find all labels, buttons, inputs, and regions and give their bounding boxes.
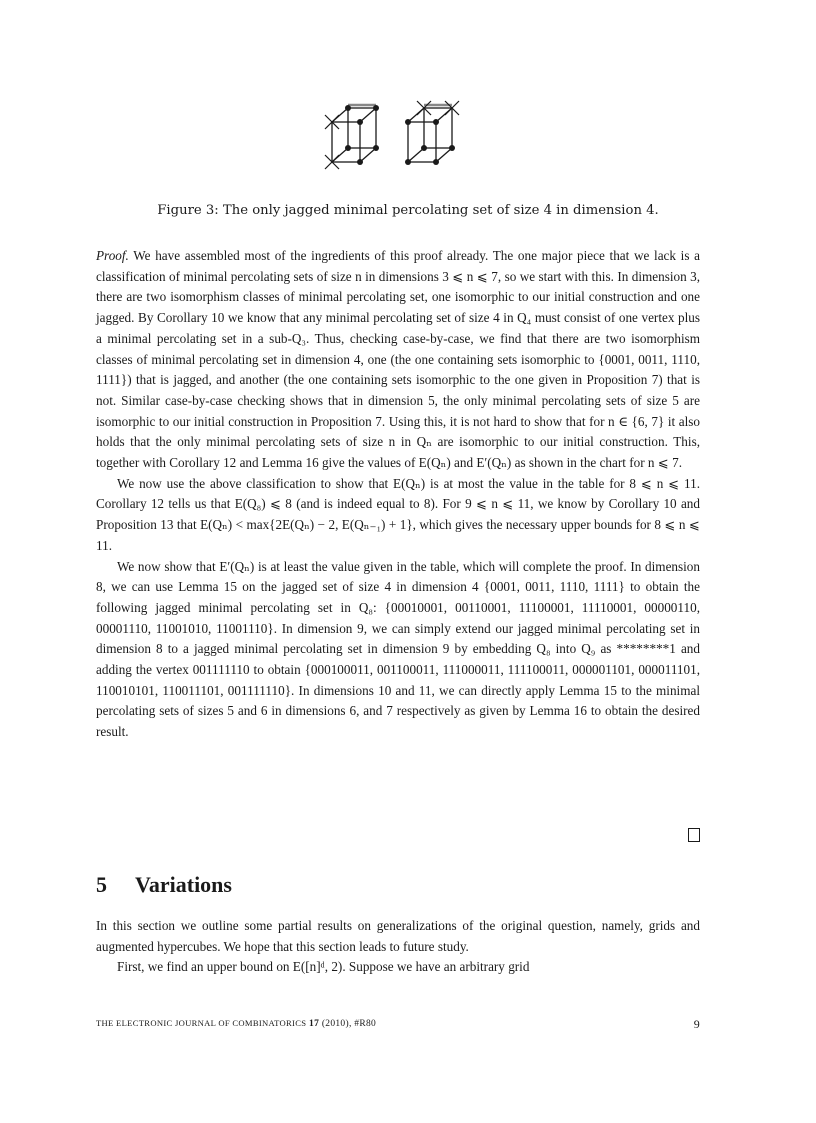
section-number: 5 (96, 872, 107, 897)
section-heading (96, 872, 716, 898)
figure-3-hypercubes (320, 98, 480, 176)
proof-paragraph-text: We have assembled most of the ingredients of this proof already. The one major piece that we lack is a classification of minimal percolating sets of size n in dimensions 3 ⩽ n ⩽ 7, so we start with this. In dimension 3, there are two isomorphism classes of minimal percolating set, one isomorphic to our initial construction and one jagged. By Corollary 10 we know that any minimal percolating set of size 4 in Q₄ must consist of one vertex plus a minimal percolating set in a sub-Q₃. Thus, checking case-by-case, we find that there are two isomorphism classes of minimal percolating set in dimension 4, one (the one containing sets isomorphic to {0001, 0011, 1110, 1111}) that is jagged, and another (the one containing sets isomorphic to the one given in Proposition 7) that is not. Similar case-by-case checking shows that in dimension 5, the only minimal percolating sets of size 5 are isomorphic to our initial construction in Proposition 7. Using this, it is not hard to show that for n ∈ {6, 7} it also holds that the only minimal percolating sets of size n in Qₙ are isomorphic to our initial construction. This, together with Corollary 12 and Lemma 16 give the values of E(Qₙ) and E′(Qₙ) as shown in the chart for n ⩽ 7. (96, 248, 700, 471)
journal-volume: 17 (309, 1019, 320, 1029)
section-paragraph: First, we find an upper bound on E([n]ᵈ, 2). Suppose we have an arbitrary grid (117, 959, 530, 975)
section-paragraph: In this section we outline some partial results on generalizations of the original question, namely, grids and augmented hypercubes. We hope that this section leads to future study. (96, 918, 700, 954)
proof-body (96, 246, 700, 743)
hypercube-vertices (345, 105, 455, 165)
figure-caption: Figure 3: The only jagged minimal percolating set of size 4 in dimension 4. (157, 203, 659, 218)
page-number: 9 (693, 1017, 700, 1031)
section-body (96, 916, 700, 978)
proof-paragraph: We now show that E′(Qₙ) is at least the value given in the table, which will complete the proof. In dimension 8, we can use Lemma 15 on the jagged set of size 4 in dimension 4 {0001, 0011, 1110, 1111} to obtain the following jagged minimal percolating set in Q₈: {00010001, 00110001, 11100001, 11110001, 00000110, 00001110, 11001010, 11001110}. In dimension 9, we can simply extend our jagged minimal percolating set in dimension 8 to a jagged minimal percolating set in dimension 9 by embedding Q₈ into Q₉ as ********1 and adding the vertex 001111110 to obtain {000100011, 001100011, 111000011, 111100011, 000001101, 000011101, 110010101, 110011101, 001111110}. In dimensions 10 and 11, we can directly apply Lemma 15 to the minimal percolating sets of sizes 5 and 6 in dimensions 6, and 7 respectively as given by Lemma 16 to obtain the desired result. (96, 558, 700, 740)
hypercube-left (332, 105, 376, 162)
proof-paragraph (96, 246, 700, 474)
journal-year-issue: (2010), #R80 (321, 1019, 377, 1029)
proof-label: Proof. (96, 248, 129, 263)
section-title: Variations (135, 872, 232, 897)
qed-icon (688, 828, 700, 842)
proof-paragraph: We now use the above classification to show that E(Qₙ) is at most the value in the table for 8 ⩽ n ⩽ 11. Corollary 12 tells us that E(Q₈) ⩽ 8 (and is indeed equal to 8). For 9 ⩽ n ⩽ 11, we know by Corollary 10 and Proposition 13 that E(Qₙ) < max{2E(Qₙ) − 2, E(Qₙ₋₁) + 1}, which gives the necessary upper bounds for 8 ⩽ n ⩽ 11. (96, 475, 700, 553)
page-footer (96, 1018, 700, 1029)
journal-name: THE ELECTRONIC JOURNAL OF COMBINATORICS (96, 1018, 307, 1028)
